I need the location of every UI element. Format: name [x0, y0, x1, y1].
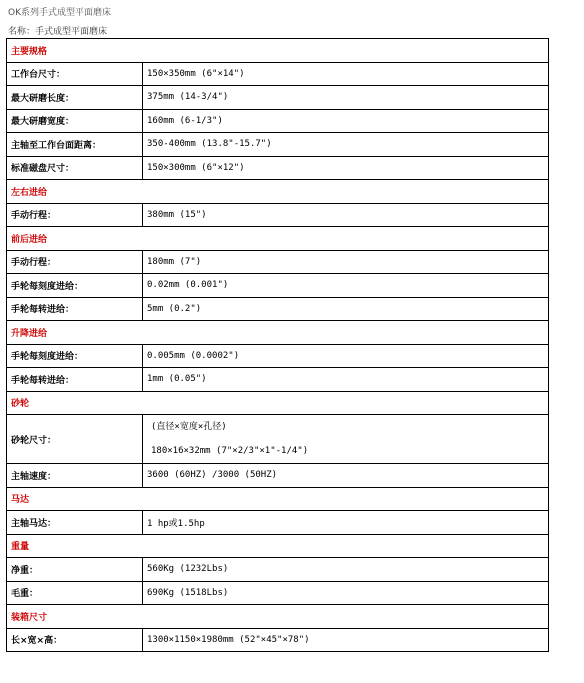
spec-label: 最大研磨宽度：	[7, 109, 143, 133]
spec-value-cell	[143, 415, 549, 464]
spec-value: 180mm (7")	[143, 250, 549, 274]
spec-value: 380mm (15")	[143, 203, 549, 227]
section-header-row	[7, 487, 549, 511]
page-title: OK系列手式成型平面磨床	[8, 8, 111, 18]
spec-label: 主轴速度：	[7, 464, 143, 488]
spec-row	[7, 86, 549, 110]
spec-value: 3600 (60HZ) /3000 (50HZ)	[143, 464, 549, 488]
spec-row	[7, 511, 549, 535]
section-title: 前后进给	[7, 227, 549, 251]
spec-row	[7, 274, 549, 298]
spec-value: (直径×宽度×孔径)	[151, 422, 227, 432]
section-header-row	[7, 534, 549, 558]
spec-label: 主轴至工作台面距离：	[7, 133, 143, 157]
spec-row	[7, 628, 549, 652]
section-header-row	[7, 321, 549, 345]
spec-value: 560Kg (1232Lbs)	[143, 558, 549, 582]
section-header-row	[7, 391, 549, 415]
spec-row	[7, 344, 549, 368]
section-title: 重量	[7, 534, 549, 558]
spec-value: 150×350mm (6"×14")	[143, 62, 549, 86]
spec-label: 标准磁盘尺寸：	[7, 156, 143, 180]
spec-row	[7, 581, 549, 605]
section-title: 砂轮	[7, 391, 549, 415]
spec-row	[7, 156, 549, 180]
spec-label: 净重：	[7, 558, 143, 582]
section-title: 装箱尺寸	[7, 605, 549, 629]
spec-row	[7, 297, 549, 321]
spec-label: 砂轮尺寸：	[7, 415, 143, 464]
product-name: 名称：手式成型平面磨床	[8, 27, 108, 37]
section-title: 马达	[7, 487, 549, 511]
spec-value: 0.005mm (0.0002")	[143, 344, 549, 368]
spec-value: 690Kg (1518Lbs)	[143, 581, 549, 605]
spec-value: 150×300mm (6"×12")	[143, 156, 549, 180]
spec-label: 最大研磨长度：	[7, 86, 143, 110]
spec-label: 手轮每转进给：	[7, 368, 143, 392]
spec-row	[7, 133, 549, 157]
spec-value: 1300×1150×1980mm (52"×45"×78")	[143, 628, 549, 652]
spec-value: 1 hp或1.5hp	[143, 511, 549, 535]
spec-value: 350-400mm (13.8"-15.7")	[143, 133, 549, 157]
spec-value: 160mm (6-1/3")	[143, 109, 549, 133]
spec-row	[7, 203, 549, 227]
spec-label: 手动行程：	[7, 203, 143, 227]
spec-row	[7, 368, 549, 392]
spec-label: 长×宽×高：	[7, 628, 143, 652]
spec-row	[7, 62, 549, 86]
section-header-row	[7, 39, 549, 63]
spec-label: 工作台尺寸：	[7, 62, 143, 86]
spec-label: 手轮每转进给：	[7, 297, 143, 321]
spec-value: 375mm (14-3/4")	[143, 86, 549, 110]
spec-row	[7, 415, 549, 464]
spec-row	[7, 250, 549, 274]
section-header-row	[7, 227, 549, 251]
spec-label: 主轴马达：	[7, 511, 143, 535]
spec-row	[7, 109, 549, 133]
spec-table	[6, 38, 549, 652]
spec-label: 毛重：	[7, 581, 143, 605]
section-header-row	[7, 605, 549, 629]
section-title: 左右进给	[7, 180, 549, 204]
spec-value: 0.02mm (0.001")	[143, 274, 549, 298]
spec-label: 手轮每刻度进给：	[7, 274, 143, 298]
spec-value: 1mm (0.05")	[143, 368, 549, 392]
section-header-row	[7, 180, 549, 204]
spec-value: 5mm (0.2")	[143, 297, 549, 321]
spec-label: 手动行程：	[7, 250, 143, 274]
spec-row	[7, 464, 549, 488]
section-title: 升降进给	[7, 321, 549, 345]
section-title: 主要规格	[7, 39, 549, 63]
spec-label: 手轮每刻度进给：	[7, 344, 143, 368]
spec-row	[7, 558, 549, 582]
spec-value: 180×16×32mm (7"×2/3"×1"-1/4")	[151, 446, 309, 456]
